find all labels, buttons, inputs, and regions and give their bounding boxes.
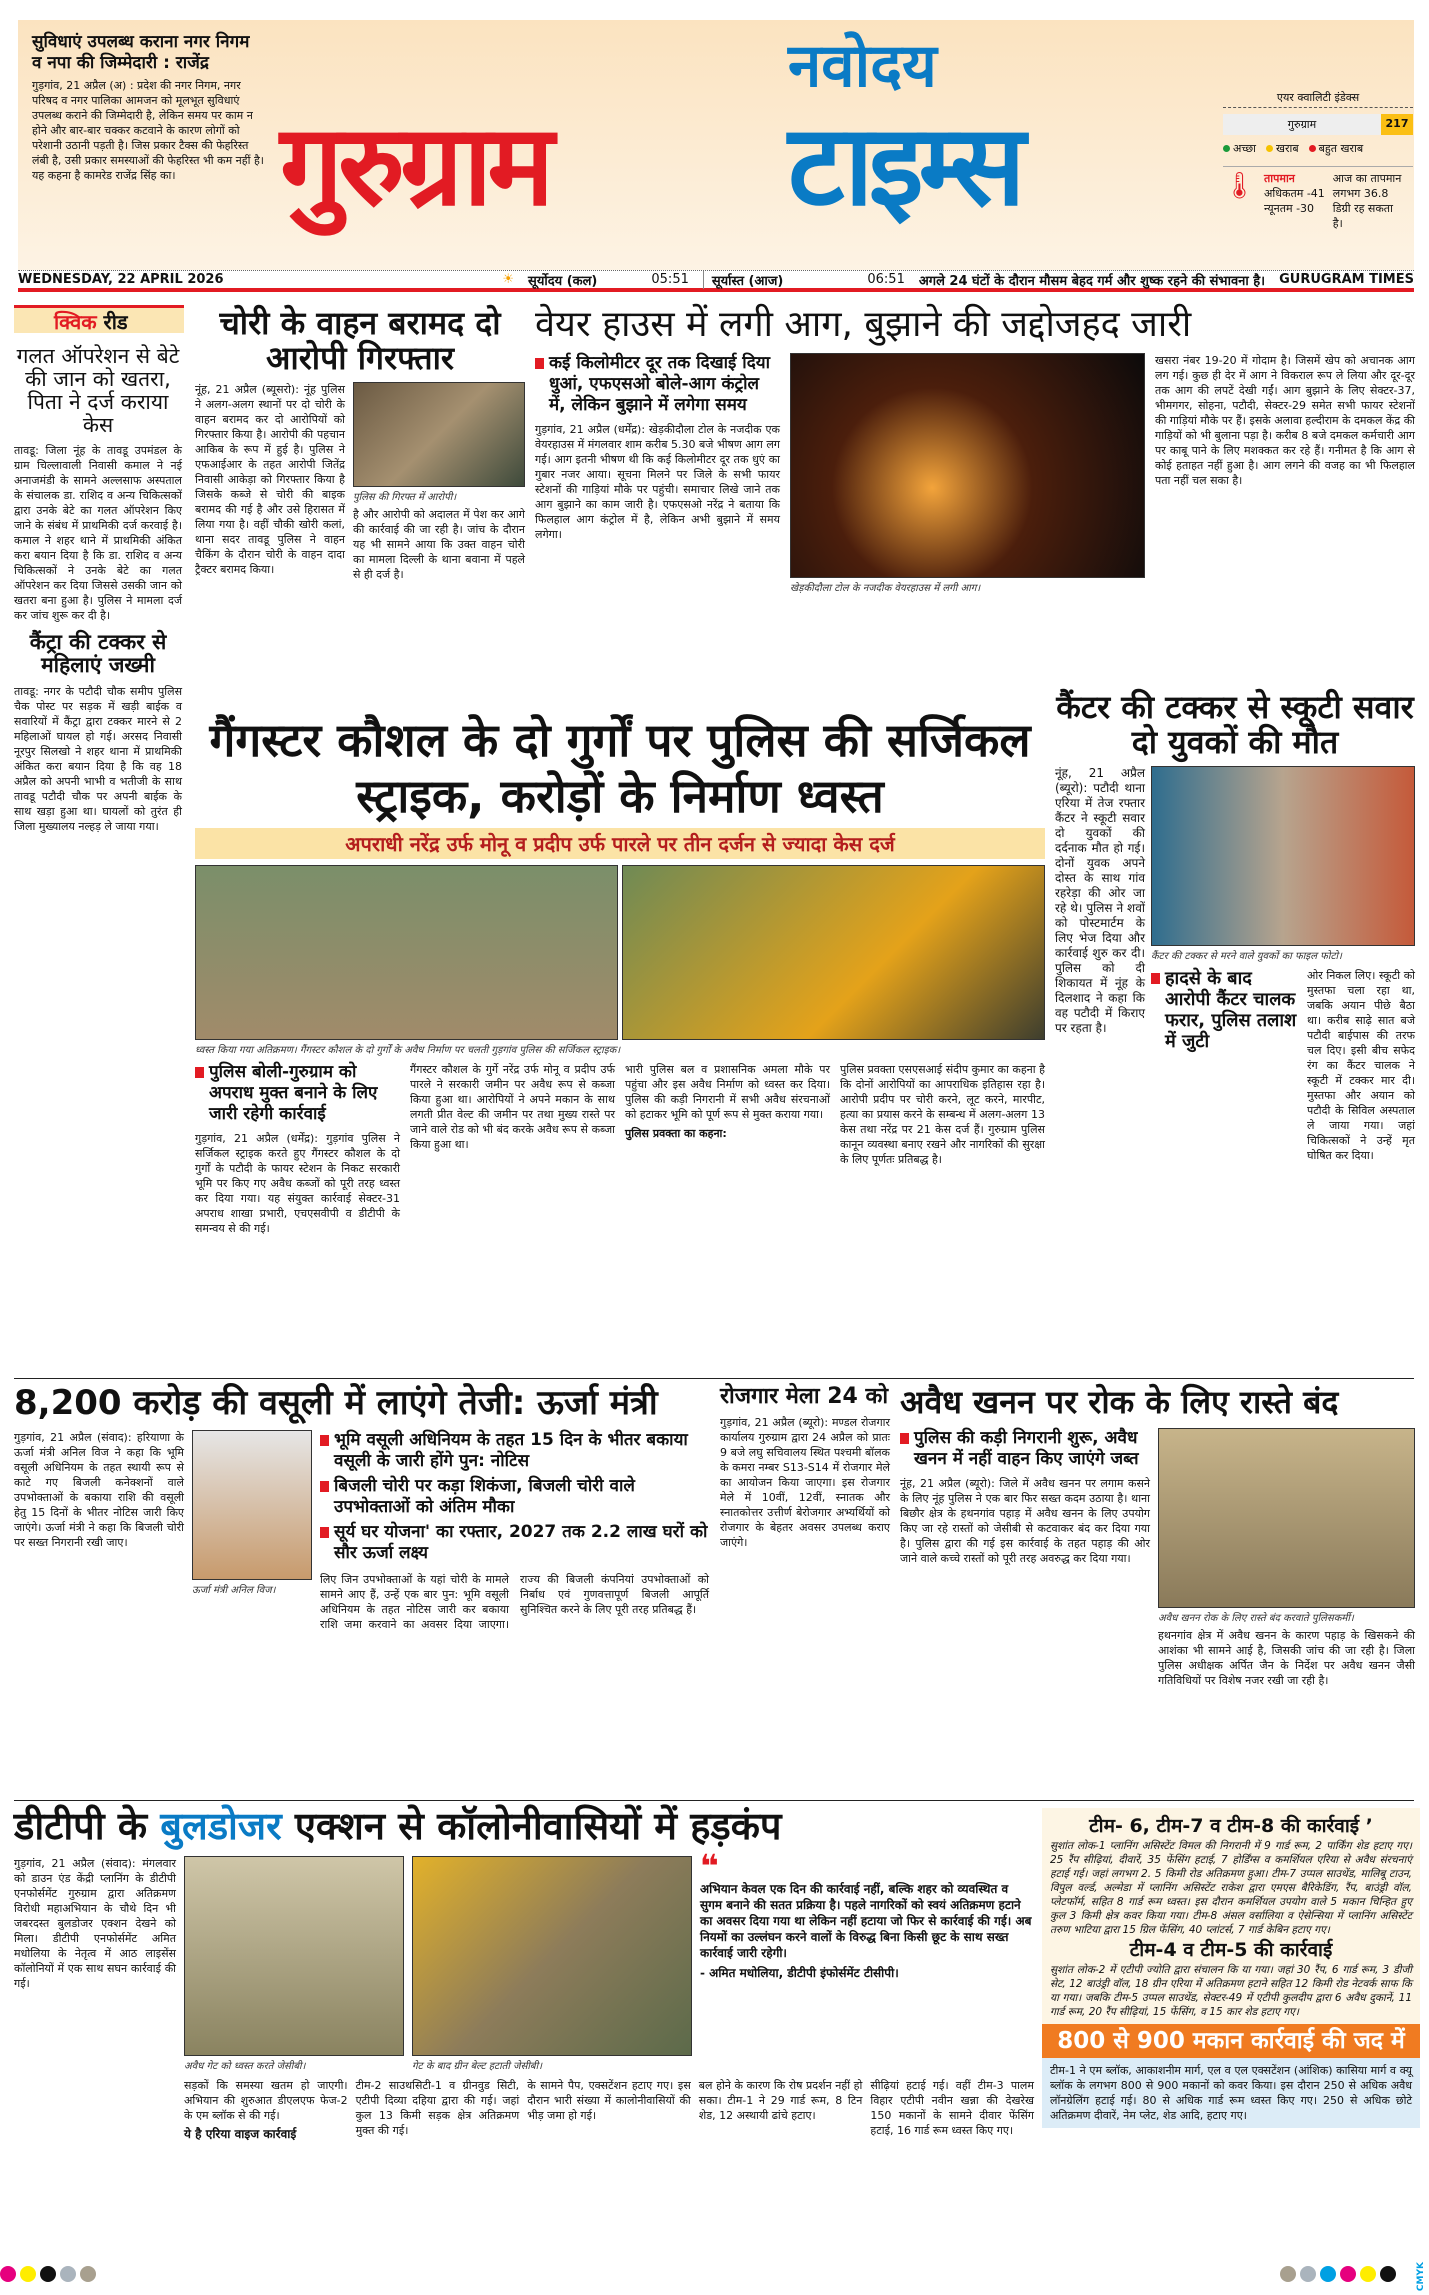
warehouse-fire-story	[535, 305, 1415, 594]
press-label: पुलिस प्रवक्ता का कहना:	[625, 1127, 727, 1140]
brand: GURUGRAM TIMES	[1279, 272, 1414, 287]
lead-story-body: गुड़गांव, 21 अप्रैल (अ) : प्रदेश की नगर निगम, नगर परिषद व नगर पालिका आमजन को मूलभूत सुविधाएं उपलब्ध कराने की जिम्मेदारी है, लेकिन समय पर काम न होने और बार-बार चक्कर कटवाने के कारण लोगों को परेशानी उठानी पड़ती है। जिस प्रकार टैक्स की फेहरिस्त लंबी है, उसी प्रकार समस्याओं की फेहरिस्त भी कम नहीं है। यह कहना है कामरेड राजेंद्र सिंह का।	[32, 79, 264, 182]
story-body-6: सीढ़ियां हटाई गई। वहीं टीम-3 पालम विहार एटीपी नवीन खन्ना की देखरेख 150 मकानों के सामने दीवार फेंसिंग हटाई, 16 गार्ड रूम ध्वस्त किए गए।	[870, 2078, 1034, 2137]
logo-navoday: नवोदय	[788, 31, 937, 101]
temp-max: अधिकतम -41	[1264, 187, 1325, 200]
aqi-title: एयर क्वालिटी इंडेक्स	[1223, 90, 1413, 108]
story-body-3: टीम-2 साउथसिटी-1 व ग्रीनवुड सिटी, एटीपी दिव्या दहिया द्वारा की गई। जहां कुल 13 किमी सड़क क्षेत्र अतिक्रमण मुक्त की गई।	[355, 2078, 520, 2137]
aqi-legend-bad	[1266, 141, 1299, 156]
story-body: गुड़गांव, 21 अप्रैल (संवाद): हरियाणा के ऊर्जा मंत्री अनिल विज ने कहा कि भूमि वसूली अधिनियम के तहत स्थायी रूप से काटे गए बिजली कनेक्शनों वाले उपभोक्ताओं के बकाया राशि की वसूली हेतु 15 दिनों के भीतर नोटिस जारी किए जाएंगे। ऊर्जा मंत्री ने कहा कि बिजली चोरी पर सख्त निगरानी रखी जाए।	[14, 1431, 184, 1550]
story-body: नूंह, 21 अप्रैल (ब्यूरो): पटौदी थाना एरिया में तेज रफ्तार कैंटर ने स्कूटी सवार दो युवकों की दर्दनाक मौत हो गई। दोनों युवक अपने दोस्त के साथ गांव रहरेड़ा की ओर जा रहे थे। पुलिस ने शवों को पोस्टमार्टम के लिए भेज दिया और कार्रवाई शुरु कर दी। पुलिस को दी शिकायत में नूंह के दिलशाद ने कहा कि वह पटौदी में किराए पर रहता है।	[1055, 766, 1145, 1036]
tag-quick: क्विक	[54, 310, 97, 334]
dtp-bulldozer-story	[14, 1806, 1034, 2142]
date-bar	[18, 270, 1414, 292]
photo-caption: अवैध गेट को ध्वस्त करते जेसीबी।	[184, 2060, 306, 2072]
yellow-dot-icon	[1266, 145, 1273, 152]
story-subhead: पुलिस की कड़ी निगरानी शुरू, अवैध खनन में नहीं वाहन किए जाएंगे जब्त	[900, 1428, 1150, 1470]
illegal-mining-story	[900, 1385, 1415, 1688]
story-body-5: बल होने के कारण कि रोष प्रदर्शन नहीं हो सका। टीम-1 ने 29 गार्ड रूम, 8 टिन शेड, 12 अस्थायी ढांचे हटाए।	[698, 2078, 863, 2122]
canter-accident-story	[1055, 690, 1415, 1163]
red-dot-icon	[1309, 145, 1316, 152]
green-belt-demolition-photo	[412, 1856, 692, 2056]
story-subhead: कई किलोमीटर दूर तक दिखाई दिया धुआं, एफएसओ बोले-आग कंट्रोल में, लेकिन बुझाने में लगेगा समय	[535, 353, 780, 416]
lead-story-title: सुविधाएं उपलब्ध कराना नगर निगम व नपा की जिम्मेदारी : राजेंद्र	[32, 32, 250, 73]
tag-read: रीड	[103, 310, 128, 334]
story-body: गुड़गांव, 21 अप्रैल (संवाद): मंगलवार को डाउन एंड केंद्री प्लानिंग के डीटीपी एनफोर्समेंट गुरुग्राम द्वारा अतिक्रमण विरोधी महाअभियान के चौथे दिन भी जबरदस्त बुलडोजर एक्शन देखने को मिला। डीटीपी एनफोर्समेंट अमित मधोलिया के नेतृत्व में आठ लाइसेंस कॉलोनियों में एक साथ सघन कार्रवाई की गई।	[14, 1856, 176, 1990]
official-quote	[700, 1846, 1034, 2072]
story-body: गुड़गांव, 21 अप्रैल (धर्मेंद्र): खेड़कीदौला टोल के नजदीक एक वेयरहाउस में मंगलवार शाम करीब 5.30 बजे भीषण आग लग गई। आग इतनी भीषण थी कि कई किलोमीटर दूर तक धुएं का गुबार नजर आया। सूचना मिलने पर जिले के सभी फायर स्टेशनों की गाड़ियां मौके पर पहुंची। समाचार लिखे जाने तक आग बुझाने का काम जारी है। एफएसओ नरेंद्र ने बताया कि फिलहाल आग कंट्रोल में है, लेकिन अभी बुझाने में समय लगेगा।	[535, 422, 780, 541]
story-title: रोजगार मेला 24 को	[720, 1384, 889, 1409]
story-title: वेयर हाउस में लगी आग, बुझाने की जद्दोजहद जारी	[535, 304, 1192, 345]
aqi-legend-very-bad	[1309, 141, 1364, 156]
demolition-photo-1	[195, 865, 618, 1040]
photo-caption: खेड़कीदौला टोल के नजदीक वेयरहाउस में लगी आग।	[790, 582, 981, 594]
bullet-3: सूर्य घर योजना' का रफ्तार, 2027 तक 2.2 लाख घरों को सौर ऊर्जा लक्ष्य	[320, 1522, 709, 1564]
energy-minister-story	[14, 1385, 709, 1632]
story-body-2: सड़कों कि समस्या खतम हो जाएगी। अभियान की शुरुआत डीएलएफ फेज-2 के एम ब्लॉक से की गई।	[184, 2078, 348, 2122]
bullet-1: भूमि वसूली अधिनियम के तहत 15 दिन के भीतर बकाया वसूली के जारी होंगे पुन: नोटिस	[320, 1430, 709, 1472]
story-title: 8,200 करोड़ की वसूली में लाएंगे तेजी: ऊर्जा मंत्री	[14, 1383, 658, 1423]
quick-story-2-body: तावडू: नगर के पटौदी चौक समीप पुलिस चैक पोस्ट पर सड़क में खड़ी बाईक व सवारियों में कैंट्रा द्वारा टक्कर मारने से 2 महिलाओं घायल हो गई। अरसद निवासी नूरपुर सिलखो ने शहर थाना में प्राथमिकी अंकित करा बयान दिया है कि वह 18 अप्रैल को अपनी भाभी व भतीजी के साथ तावडू पटौदी चौक पर अपनी बाईक के साथ खड़ा हुआ था। घायलों को तुरंत ही जिला मुख्यालय नल्हड़ ले जाया गया।	[14, 684, 182, 833]
team-1-box: टीम-1 ने एम ब्लॉक, आकाशनीम मार्ग, एल व एल एक्सटेंशन (आंशिक) कासिया मार्ग व क्यू ब्लॉक के लगभग 800 से 900 मकानों को कवर किया। इस दौरान 250 से अधिक अवैध लॉनग्रेलिंग हटाई गई। 80 से अधिक गार्ड रूम ध्वस्त किए गए। 250 से अधिक छोटे अतिक्रमण दीवारें, नेम प्लेट, शेड आदि, हटाए गए।	[1042, 2058, 1420, 2128]
temp-min: न्यूनतम -30	[1264, 202, 1315, 215]
green-dot-icon	[1223, 145, 1230, 152]
job-fair-story	[720, 1385, 890, 1550]
bullet-2: बिजली चोरी पर कड़ा शिकंजा, बिजली चोरी वाले उपभोक्ताओं को अंतिम मौका	[320, 1476, 709, 1518]
logo-times: टाइम्स	[788, 101, 1021, 231]
date: WEDNESDAY, 22 APRIL 2026	[18, 272, 224, 287]
story-title: कैंटर की टक्कर से स्कूटी सवार दो युवकों की मौत	[1056, 688, 1414, 762]
quote-author: - अमित मधोलिया, डीटीपी इंफोर्समेंट टीसीपी।	[700, 1965, 899, 1980]
team-4-5-body: सुशांत लोक-2 में एटीपी ज्योति द्वारा संचालन कि या गया। जहां 30 रैंप, 6 गार्ड रूम, 3 डीजी सेट, 12 बाउंड्री वॉल, 18 ग्रीन एरिया में अतिक्रमण हटाने सहित 12 किमी रोड नेटवर्क साफ कि या गया। जबकि टीम-5 उप्पल साउथेंड, सेक्टर-49 में एटीपी कुलदीप द्वारा 6 अवैध दुकानें, 11 गार्ड रूम, 20 रैंप सीढ़ियां, 15 फेंसिंग, व 15 कार शेड हटाए गए।	[1050, 1964, 1412, 2018]
divider	[14, 1378, 1414, 1379]
masthead-lead-story	[32, 32, 264, 183]
sunset-label: सूर्यास्त (आज)	[703, 271, 784, 289]
story-subhead: हादसे के बाद आरोपी कैंटर चालक फरार, पुलिस तलाश में जुटी	[1151, 968, 1301, 1163]
story-body-2: लिए जिन उपभोक्ताओं के यहां चोरी के मामले सामने आए हैं, उन्हें एक बार पुन: भूमि वसूली अधिनियम के तहत नोटिस जारी कर बकाया राशि जमा करवाने का अवसर दिया जाएगा। राज्य की बिजली कंपनियां उपभोक्ताओं को निर्बाध एवं गुणवत्तापूर्ण बिजली आपूर्ति सुनिश्चित करने के लिए पूरी तरह प्रतिबद्ध हैं।	[320, 1573, 709, 1632]
gangster-story	[195, 712, 1045, 1236]
aqi-widget	[1223, 90, 1413, 231]
temp-label: तापमान	[1264, 172, 1295, 185]
photo-caption: पुलिस की गिरफ्त में आरोपी।	[353, 492, 457, 504]
photo-caption: ध्वस्त किया गया अतिक्रमण। गैंगस्टर कौशल के दो गुर्गों के अवैध निर्माण पर चलती गुड़गांव पुलिस की सर्जिकल स्ट्राइक।	[195, 1045, 621, 1056]
sunset-time: 06:51	[867, 272, 905, 287]
story-subhead: पुलिस बोली-गुरुग्राम को अपराध मुक्त बनाने के लिए जारी रहेगी कार्रवाई	[195, 1062, 400, 1125]
demolition-photo-2	[622, 865, 1045, 1040]
story-title: गैंगस्टर कौशल के दो गुर्गों पर पुलिस की सर्जिकल स्ट्राइक, करोड़ों के निर्माण ध्वस्त	[209, 713, 1031, 823]
photo-caption: ऊर्जा मंत्री अनिल विज।	[192, 1585, 276, 1597]
arrested-accused-photo	[353, 382, 525, 487]
title-part: एक्शन से कॉलोनीवासियों में हड़कंप	[281, 1804, 782, 1848]
legend-label: बहुत खराब	[1318, 142, 1364, 155]
story-body-4: पुलिस प्रवक्ता एसएसआई संदीप कुमार का कहना है कि दोनों आरोपियों का आपराधिक इतिहास रहा है। आरोपी प्रदीप पर चोरी करने, लूट करने, मारपीट, हत्या का प्रयास करने के सम्बन्ध में अलग-अलग 13 केस तथा नरेंद्र पर 21 केस दर्ज हैं। गुरुग्राम पुलिस कानून व्यवस्था बनाए रखने और नागरिकों की सुरक्षा के लिए पूर्णतः प्रतिबद्ध है।	[840, 1063, 1045, 1166]
aqi-legend-good	[1223, 141, 1256, 156]
legend-label: अच्छा	[1233, 142, 1257, 155]
legend-label: खराब	[1276, 142, 1299, 155]
aqi-value: 217	[1381, 114, 1413, 135]
sunrise-time: 05:51	[651, 272, 689, 287]
warehouse-fire-photo	[790, 353, 1145, 578]
quick-read-column	[14, 345, 182, 834]
temperature-widget	[1223, 166, 1413, 231]
divider	[14, 1800, 1414, 1801]
team-actions-box	[1042, 1808, 1420, 2024]
photo-caption: गेट के बाद ग्रीन बेल्ट हटाती जेसीबी।	[412, 2060, 543, 2072]
story-body: गुड़गांव, 21 अप्रैल (धर्मेंद्र): गुड़गांव पुलिस ने सर्जिकल स्ट्राइक करते हुए गैंगस्टर कौशल के दो गुर्गों के पटौदी के फायर स्टेशन के निकट सरकारी भूमि पर किए गए अवैध कब्जों को पूरी तरह ध्वस्त कर दिया गया। यह संयुक्त कार्रवाई सेक्टर-31 अपराध शाखा प्रभारी, एचएसवीपी व डीटीपी के समन्वय से की गई।	[195, 1132, 400, 1235]
story-strap: अपराधी नरेंद्र उर्फ मोनू व प्रदीप उर्फ पारले पर तीन दर्जन से ज्यादा केस दर्ज	[195, 828, 1045, 859]
aqi-city: गुरुग्राम	[1223, 114, 1381, 135]
temp-note: आज का तापमान लगभग 36.8 डिग्री रह सकता है।	[1332, 172, 1402, 230]
quick-story-2-title: कैंट्रा की टक्कर से महिलाएं जख्मी	[29, 630, 167, 678]
print-color-marks-left	[0, 2266, 96, 2282]
sun-icon: ☀	[502, 272, 515, 287]
team-6-8-heading: टीम- 6, टीम-7 व टीम-8 की कार्रवाई ’	[1089, 1815, 1373, 1837]
photo-caption: अवैध खनन रोक के लिए रास्ते बंद करवाते पुलिसकर्मी।	[1158, 1613, 1354, 1625]
quote-icon: ❝	[700, 1846, 719, 1885]
area-wise-subhead: ये है एरिया वाइज कार्रवाई	[184, 2126, 297, 2141]
logo-gurugram: गुरुग्राम	[280, 101, 550, 231]
story-body: गुड़गांव, 21 अप्रैल (ब्यूरो): मण्डल रोजगार कार्यालय गुरुग्राम द्वारा 24 अप्रैल को प्रातः 9 बजे लघु सचिवालय स्थित पश्चमी बॉलक के कमरा नम्बर S13-S14 में रोजगार मेले का आयोजन किया जाएगा। इस रोजगार मेले में 10वीं, 12वीं, स्नातक और स्नातकोत्तर उत्तीर्ण बेरोजगार अभ्यर्थियों को रोजगार के बेहतर अवसर उपलब्ध कराए जाएंगे।	[720, 1416, 890, 1550]
title-highlight: बुलडोजर	[160, 1804, 282, 1848]
minister-photo	[192, 1430, 312, 1580]
story-title: चोरी के वाहन बरामद दो आरोपी गिरफ्तार	[219, 304, 501, 378]
quote-text: अभियान केवल एक दिन की कार्रवाई नहीं, बल्कि शहर को व्यवस्थित व सुगम बनाने की सतत प्रक्रिया है। पहले नागरिकों को स्वयं अतिक्रमण हटाने का अवसर दिया गया था लेकिन नहीं हटाया जो फिर से कार्रवाई की गई। अब नियमों का उल्लंघन करने वालों के विरुद्ध बिना किसी छूट के साथ सख्त कार्रवाई जारी रहेगी।	[700, 1881, 1032, 1960]
sunrise-label: सूर्योदय (कल)	[528, 273, 598, 289]
team-4-5-heading: टीम-4 व टीम-5 की कार्रवाई	[1129, 1939, 1333, 1961]
story-body: नूंह, 21 अप्रैल (ब्यूरो): जिले में अवैध खनन पर लगाम कसने के लिए नूंह पुलिस ने एक बार फिर सख्त कदम उठाया है। थाना बिछौर क्षेत्र के हथनगांव पहाड़ में अवैध खनन के लिए उपयोग किए जा रहे रास्तों को जेसीबी से कटवाकर बंद कर दिया गया है। पुलिस द्वारा की गई इस कार्रवाई के तहत पहाड़ की ओर जाने वाले कच्चे रास्तों को पूरी तरह अवरुद्ध कर दिया गया।	[900, 1477, 1150, 1566]
story-body-right: खसरा नंबर 19-20 में गोदाम है। जिसमें खेप को अचानक आग लग गई। कुछ ही देर में आग ने विकराल रूप ले लिया और दूर-दूर तक आग की लपटें देखी गईं। आग बुझाने के लिए सेक्टर-37, भीमगगर, सोहना, पटौदी, सेक्टर-29 समेत सभी फायर स्टेशनों की गाड़ियां मौके पर हैं। इसके अलावा हल्दीराम के दमकल केंद्र की गाड़ियों को भी बुलाना पड़ा है। करीब 8 बजे दमकल कर्मचारी आग पर काबू पाने के लिए मशक्कत कर रहे हैं। गनीमत है कि आग से कोई हताहत नहीं हुआ है। आग लगने की वजह का भी फिलहाल पता नहीं चल सका है।	[1155, 353, 1415, 487]
police-mining-photo	[1158, 1428, 1415, 1608]
gate-demolition-photo	[184, 1856, 404, 2056]
team-6-8-body: सुशांत लोक-1 प्लानिंग असिस्टेंट विमल की निगरानी में 9 गार्ड रूम, 2 पार्किंग शेड हटाए गए। 25 रैंप सीढ़ियां, दीवारें, 35 फेंसिंग हटाई, 7 होर्डिंग्स व कमर्शियल एरिया से अवैध संरचनाएं हटाई गई। जहां लगभग 2. 5 किमी रोड अतिक्रमण हुआ। टीम-7 उप्पल साउथेंड, मालिबू टाउन, विपुल वर्ल्ड, अल्मेडा में प्लानिंग असिस्टेंट राकेश द्वारा एमएस बैरिकेडिंग, रैंप, बाउंड्री वॉल, प्लेटफॉर्म, सहित 8 गार्ड रूम ध्वस्त। इस दौरान कमर्शियल उपयोग वाले 5 मकान चिन्हित हुए कुल 3 किमी क्षेत्र कवर किया गया। टीम-8 अंसल वर्सालिया व ऐसेन्सिया में प्लानिंग असिस्टेंट तरुण भाटिया द्वारा 15 ग्रिल फेंसिंग, 40 प्लांटर्स, 7 गार्ड केबिन हटाए गए।	[1050, 1840, 1412, 1936]
houses-banner: 800 से 900 मकान कार्रवाई की जद में	[1042, 2024, 1420, 2058]
story-body-2: ओर निकल लिए। स्कूटी को मुस्तफा चला रहा था, जबकि अयान पीछे बैठा था। करीब साढ़े सात बजे पटौदी बाईपास की तरफ चल दिए। इसी बीच सफेद रंग का कैंटर चालक ने स्कूटी में टक्कर मार दी। मुस्तफा और अयान को पटौदी के सिविल अस्पताल ले जाया गया। जहां चिकित्सकों ने उन्हें मृत घोषित कर दिया।	[1307, 969, 1415, 1163]
story-body-2: है और आरोपी को अदालत में पेश कर आगे की कार्रवाई की जा रही है। जांच के दौरान यह भी सामने आया कि उक्त वाहन चोरी का मामला दिल्ली के थाना बवाना में पहले से ही दर्ज है।	[353, 508, 525, 582]
story-body-4: के सामने पैप, एक्सटेंशन हटाए गए। इस दौरान भारी संख्या में कालोनीवासियों की भीड़ जमा हो गई।	[527, 2078, 691, 2122]
story-body-2: गैंगस्टर कौशल के गुर्गे नरेंद्र उर्फ मोनू व प्रदीप उर्फ पारले ने सरकारी जमीन पर अवैध रूप से कब्जा किया हुआ था। आरोपियों ने अपने मकान के साथ लगती प्रीत वेल्ट की जमीन पर तथा मुख्य रास्ते पर जाने वाले रोड को भी बंद करके अवैध रूप से कब्जा किया हुआ था।	[410, 1063, 615, 1151]
team-actions-column	[1042, 1808, 1420, 2128]
quick-story-1-body: तावडू: जिला नूंह के तावडू उपमंडल के ग्राम चिल्लावाली निवासी कमाल ने नई अनाजमंडी के सामने अल्लसाफ अस्पताल के संचालक डा. राशिद व अन्य चिकित्सकों द्वारा उनके बेटे का गलत ऑपरेशन किए जाने के संबंध में प्राथमिकी दर्ज करवाई है। कमाल ने शहर थाने में प्राथमिकी अंकित करा बयान दिया है कि डा. राशिद व अन्य चिकित्सकों ने उनके बेटे का गलत ऑपरेशन कर दिया जिससे उसकी जान को खतरा बना हुआ है। पुलिस ने मामला दर्ज कर जांच शुरू कर दी है।	[14, 444, 182, 623]
story-title: अवैध खनन पर रोक के लिए रास्ते बंद	[900, 1383, 1339, 1421]
thermometer-icon: 🌡	[1223, 171, 1257, 201]
victims-photo	[1151, 766, 1415, 946]
title-part: डीटीपी के	[14, 1804, 161, 1848]
story-body: नूंह, 21 अप्रैल (ब्यूसरो): नूंह पुलिस ने अलग-अलग स्थानों पर दो चोरी के वाहन बरामद कर दो आरोपियों को गिरफ्तार किया है। आरोपी की पहचान आकिब के रूप में हुई है। पुलिस ने एफआईआर के तहत आरोपी जितेंद्र निवासी आकेड़ा को गिरफ्तार किया है जिसके कब्जे से चोरी की बाइक बरामद की गई है और उसे हिरासत में लिया गया है। वहीं चौकी खोरी कलां, थाना सदर तावडू पुलिस ने वाहन चैकिंग के दौरान चोरी के वाहन दादा ट्रैक्टर बरामद किया।	[195, 383, 345, 577]
quick-story-1-title: गलत ऑपरेशन से बेटे की जान को खतरा, पिता ने दर्ज कराया केस	[16, 344, 180, 438]
cmyk-mark: CMYK	[1416, 2262, 1426, 2292]
forecast: अगले 24 घंटों के दौरान मौसम बेहद गर्म और शुष्क रहने की संभावना है।	[918, 273, 1266, 289]
story-body-2: हथनगांव क्षेत्र में अवैध खनन के कारण पहाड़ के खिसकने की आशंका भी सामने आई है, जिसकी जांच की जा रही है। जिला पुलिस अधीक्षक अर्पित जैन के निर्देश पर अवैध खनन जैसी गतिविधियों पर विशेष नजर रखी जा रही है।	[1158, 1629, 1415, 1688]
quick-read-tag	[14, 305, 184, 333]
photo-caption: कैंटर की टक्कर से मरने वाले युवकों का फाइल फोटो।	[1151, 951, 1342, 963]
stolen-vehicles-story	[195, 306, 525, 582]
story-body-3: भारी पुलिस बल व प्रशासनिक अमला मौके पर पहुंचा और इस अवैध निर्माण को ध्वस्त कर दिया। पुलिस की कड़ी निगरानी में सभी अवैध संरचनाओं को हटाकर भूमि को पूर्ण रूप से मुक्त कराया गया।	[625, 1063, 830, 1121]
masthead	[18, 20, 1414, 270]
print-color-marks-right	[1280, 2266, 1396, 2282]
